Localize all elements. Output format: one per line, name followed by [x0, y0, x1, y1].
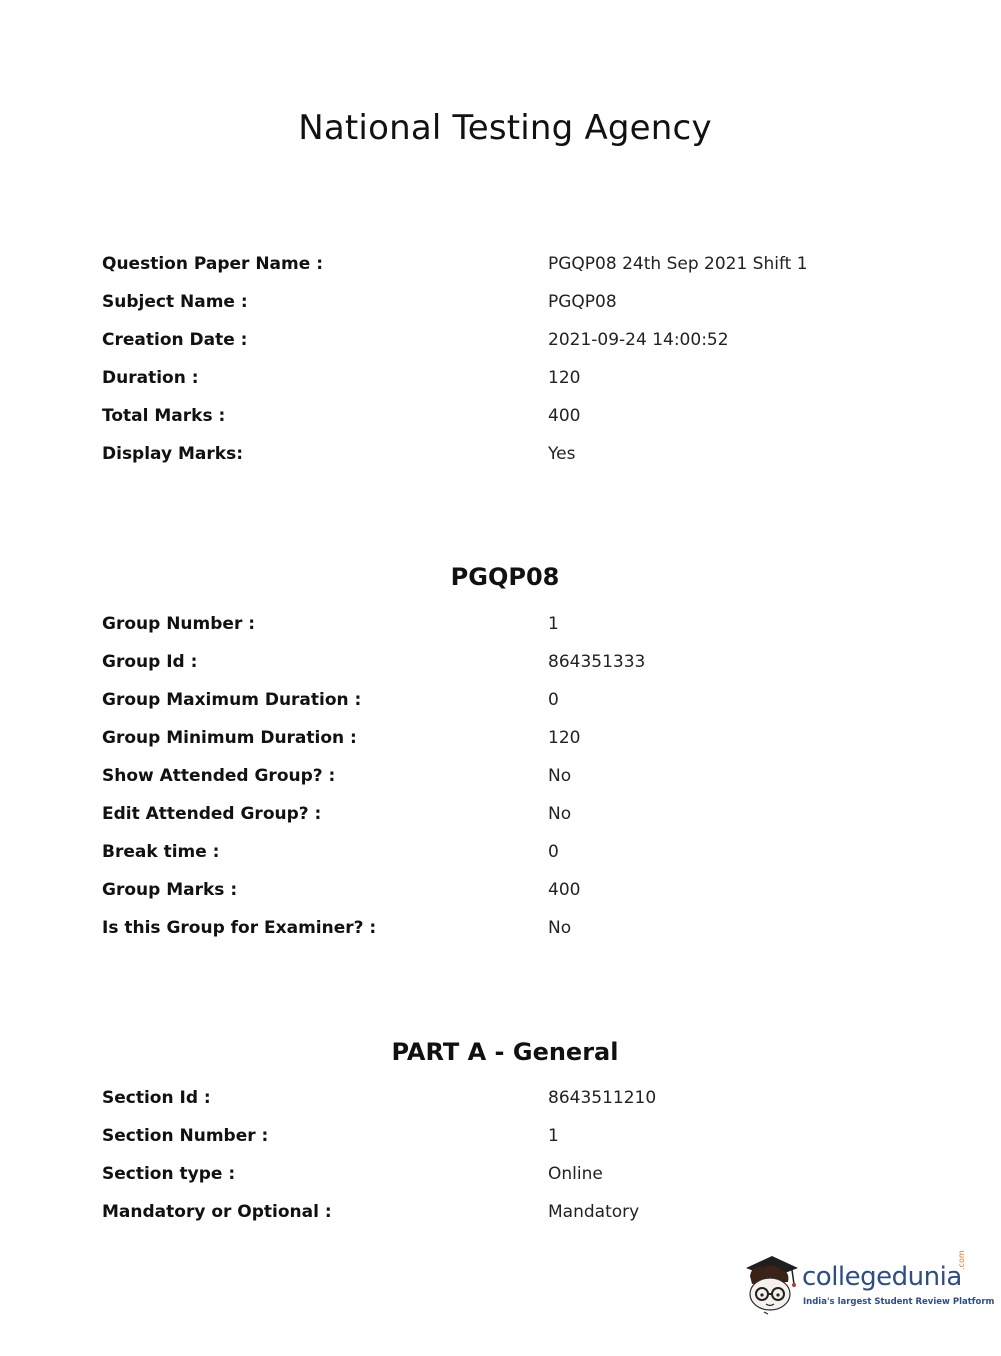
- field-value: Mandatory: [548, 1202, 640, 1222]
- field-label: Edit Attended Group? :: [102, 804, 322, 824]
- group-info-row: [102, 802, 922, 840]
- field-label: Break time :: [102, 842, 220, 862]
- field-label: Group Maximum Duration :: [102, 690, 362, 710]
- field-value: 2021-09-24 14:00:52: [548, 330, 729, 350]
- field-value: PGQP08: [548, 292, 617, 312]
- field-label: Subject Name :: [102, 292, 248, 312]
- field-value: 120: [548, 368, 581, 388]
- paper-info-row: [102, 366, 922, 404]
- field-value: No: [548, 918, 572, 938]
- group-info-row: [102, 726, 922, 764]
- field-value: PGQP08 24th Sep 2021 Shift 1: [548, 254, 808, 274]
- section-info-row: [102, 1200, 922, 1238]
- group-info-row: [102, 840, 922, 878]
- group-info-row: [102, 650, 922, 688]
- field-label: Total Marks :: [102, 406, 226, 426]
- field-label: Is this Group for Examiner? :: [102, 918, 377, 938]
- field-label: Group Minimum Duration :: [102, 728, 357, 748]
- field-value: No: [548, 766, 572, 786]
- field-label: Section type :: [102, 1164, 236, 1184]
- field-label: Duration :: [102, 368, 199, 388]
- field-value: 8643511210: [548, 1088, 657, 1108]
- field-label: Creation Date :: [102, 330, 248, 350]
- field-label: Show Attended Group? :: [102, 766, 336, 786]
- page-title: National Testing Agency: [298, 108, 712, 148]
- group-info-row: [102, 764, 922, 802]
- field-value: 400: [548, 406, 581, 426]
- field-value: 1: [548, 1126, 559, 1146]
- group-info-row: [102, 612, 922, 650]
- paper-info-row: [102, 252, 922, 290]
- field-label: Group Id :: [102, 652, 198, 672]
- group-info-table: [102, 612, 922, 954]
- section-info-table: [102, 1086, 922, 1238]
- paper-info-row: [102, 404, 922, 442]
- section-heading: PART A - General: [391, 1038, 619, 1066]
- field-label: Mandatory or Optional :: [102, 1202, 332, 1222]
- field-value: 400: [548, 880, 581, 900]
- paper-info-row: [102, 328, 922, 366]
- group-info-row: [102, 688, 922, 726]
- field-value: 1: [548, 614, 559, 634]
- collegedunia-logo: [742, 1250, 995, 1320]
- field-value: No: [548, 804, 572, 824]
- brand-tagline: India's largest Student Review Platform: [803, 1297, 995, 1307]
- field-value: 120: [548, 728, 581, 748]
- section-info-row: [102, 1162, 922, 1200]
- field-label: Section Id :: [102, 1088, 211, 1108]
- graduate-mascot-icon: [742, 1250, 800, 1316]
- field-label: Display Marks:: [102, 444, 243, 464]
- section-info-row: [102, 1086, 922, 1124]
- brand-name: collegedunia: [802, 1262, 962, 1292]
- paper-info-row: [102, 290, 922, 328]
- group-info-row: [102, 878, 922, 916]
- field-label: Group Number :: [102, 614, 256, 634]
- field-label: Group Marks :: [102, 880, 238, 900]
- field-value: 0: [548, 690, 559, 710]
- paper-info-row: [102, 442, 922, 480]
- brand-domain: .com: [957, 1250, 966, 1270]
- field-value: Online: [548, 1164, 603, 1184]
- group-info-row: [102, 916, 922, 954]
- section-info-row: [102, 1124, 922, 1162]
- paper-info-table: [102, 252, 922, 480]
- group-heading: PGQP08: [450, 563, 560, 591]
- field-value: 0: [548, 842, 559, 862]
- field-value: 864351333: [548, 652, 646, 672]
- field-label: Section Number :: [102, 1126, 269, 1146]
- field-label: Question Paper Name :: [102, 254, 323, 274]
- field-value: Yes: [548, 444, 576, 464]
